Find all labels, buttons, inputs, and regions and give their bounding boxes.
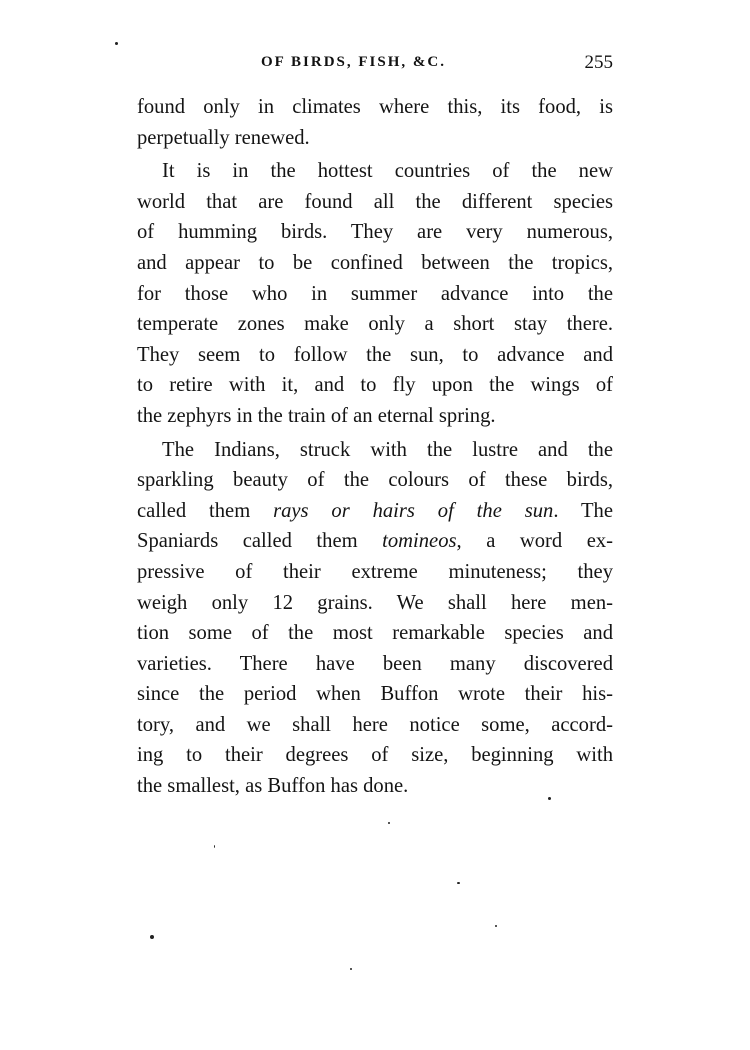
text-line: and appear to be confined between the tropics, <box>137 251 613 274</box>
text-line: It is in the hottest countries of the new <box>162 160 613 183</box>
text-line: varieties. There have been many discovered <box>137 652 613 675</box>
page-number: 255 <box>584 52 613 73</box>
paper-speck <box>388 822 390 824</box>
text-run: , a word ex- <box>456 530 613 553</box>
text-line: tory, and we shall here notice some, accord- <box>137 713 613 736</box>
paragraph <box>137 435 613 802</box>
italic-phrase: tomineos <box>382 530 457 553</box>
text-line: sparkling beauty of the colours of these birds, <box>137 469 613 492</box>
paper-speck <box>457 882 460 884</box>
running-head: OF BIRDS, FISH, &C. <box>261 54 446 70</box>
text-line: They seem to follow the sun, to advance and <box>137 343 613 366</box>
text-line: found only in climates where this, its food, is <box>137 96 613 118</box>
text-line: The Indians, struck with the lustre and the <box>162 438 613 461</box>
page-header <box>137 52 613 80</box>
text-line: since the period when Buffon wrote their his- <box>137 683 613 706</box>
text-line: ing to their degrees of size, beginning with <box>137 744 613 767</box>
paper-speck <box>115 42 118 45</box>
paper-speck <box>548 797 551 800</box>
text-line: to retire with it, and to fly upon the wings of <box>137 374 613 397</box>
text-run: . The <box>553 499 613 522</box>
text-line: tion some of the most remarkable species and <box>137 622 613 645</box>
text-line: pressive of their extreme minuteness; they <box>137 560 613 583</box>
text-line: of humming birds. They are very numerous, <box>137 221 613 244</box>
text-line: the smallest, as Buffon has done. <box>137 775 409 798</box>
text-line <box>137 526 613 557</box>
text-run: called them <box>137 499 274 522</box>
text-line: world that are found all the different species <box>137 190 613 213</box>
paper-speck <box>214 845 215 848</box>
text-line: perpetually renewed. <box>137 126 310 149</box>
paper-speck <box>150 935 154 939</box>
paragraph <box>137 156 613 431</box>
text-line: weigh only 12 grains. We shall here men- <box>137 591 613 614</box>
paper-speck <box>495 925 497 927</box>
italic-phrase: rays or hairs of the sun <box>273 499 554 522</box>
paper-speck <box>350 968 352 970</box>
text-line: temperate zones make only a short stay there. <box>137 313 613 336</box>
text-line: for those who in summer advance into the <box>137 282 613 305</box>
text-run: Spaniards called them <box>137 530 383 553</box>
text-line <box>137 496 613 527</box>
text-line: the zephyrs in the train of an eternal spring. <box>137 404 496 427</box>
paragraph <box>137 92 613 153</box>
body-text <box>137 92 613 802</box>
